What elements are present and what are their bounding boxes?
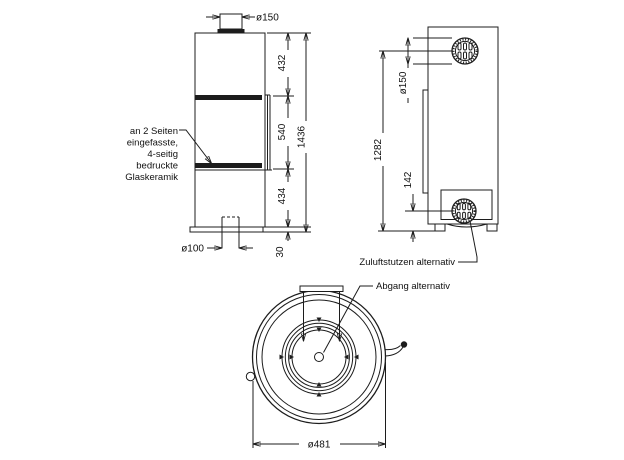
flue-collar — [218, 29, 245, 33]
outlet-label: Abgang alternativ — [376, 281, 450, 292]
glass-note-line-2: eingefasste, — [126, 137, 178, 149]
body-inner-circle — [262, 300, 376, 414]
glass-note-line-3: 4-seitig — [147, 149, 178, 160]
dim-481-label: ø481 — [307, 439, 331, 451]
door-handle — [385, 341, 408, 356]
flue-stub — [220, 14, 242, 29]
rear-flat-panel — [300, 286, 343, 292]
dim-30-label: 30 — [275, 246, 286, 258]
bottom-pipe-diameter-label: ø100 — [181, 243, 204, 255]
door-latch-knob — [246, 372, 254, 380]
shell-inner-ring — [257, 295, 382, 420]
centerline-ticks — [280, 318, 359, 397]
air-inlet-stub — [452, 199, 476, 223]
side-flue-diameter-label: ø150 — [398, 71, 409, 95]
front-body-outline — [190, 14, 265, 232]
dim-1282-label: 1282 — [373, 138, 384, 162]
glass-frame-bottom — [195, 163, 262, 168]
glass-note-text — [125, 126, 178, 183]
dim-142-label: 142 — [403, 171, 414, 189]
top-view — [246, 281, 450, 451]
front-extension-lines — [190, 33, 311, 232]
foot-right — [487, 224, 497, 231]
glass-note-line-1: an 2 Seiten — [129, 126, 178, 137]
foot-left — [435, 224, 445, 231]
dim-434-label: 434 — [277, 187, 288, 205]
outlet-center-hole — [315, 353, 324, 362]
rear-flue-stub — [452, 38, 478, 64]
front-glass-edge — [423, 90, 428, 193]
glass-note-line-4: bedruckte — [136, 160, 178, 172]
base-plate — [190, 227, 263, 232]
glass-note-line-5: Glaskeramik — [125, 172, 178, 183]
dim-1436-label: 1436 — [296, 125, 308, 149]
air-inlet-label: Zuluftstutzen alternativ — [359, 257, 455, 268]
glass-frame-top — [195, 95, 262, 100]
front-flue-diameter-label: ø150 — [256, 12, 279, 24]
side-view — [359, 27, 498, 268]
outer-shell-circle — [253, 291, 386, 424]
dim-540-label: 540 — [277, 123, 288, 141]
front-view — [125, 13, 311, 258]
dim-432-label: 432 — [277, 54, 288, 72]
glass-door — [195, 95, 272, 170]
